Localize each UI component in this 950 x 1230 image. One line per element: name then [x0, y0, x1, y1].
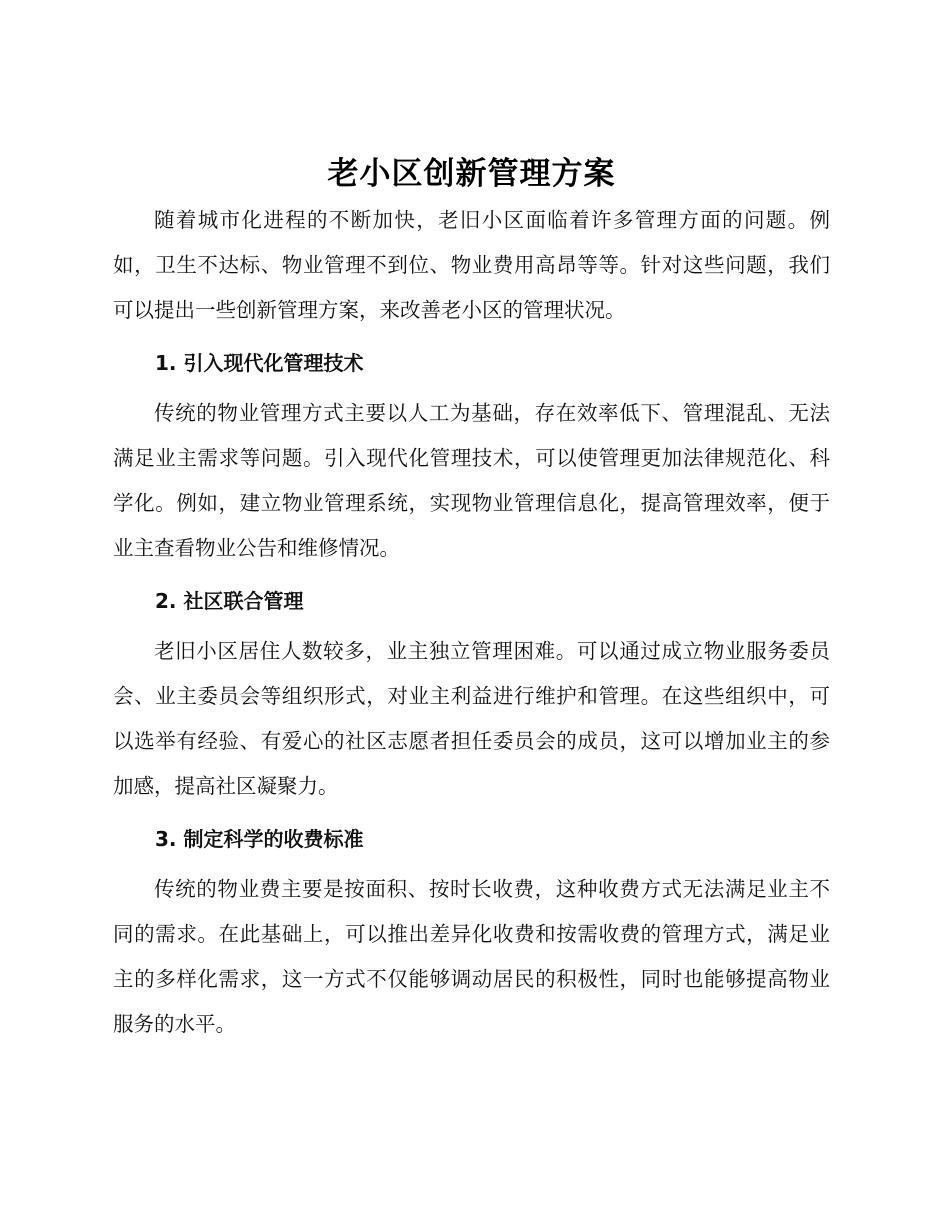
- section-1: [113, 346, 830, 571]
- section-paragraph: 传统的物业管理方式主要以人工为基础，存在效率低下、管理混乱、无法满足业主需求等问题。引入现代化管理技术，可以使管理更加法律规范化、科学化。例如，建立物业管理系统，实现物业管理信息化，提高管理效率，便于业主查看物业公告和维修情况。: [113, 401, 830, 560]
- section-2: [113, 584, 830, 809]
- intro-paragraph: 随着城市化进程的不断加快，老旧小区面临着许多管理方面的问题。例如，卫生不达标、物业管理不到位、物业费用高昂等等。针对这些问题，我们可以提出一些创新管理方案，来改善老小区的管理状况。: [113, 208, 830, 322]
- section-heading: 2. 社区联合管理: [155, 589, 304, 613]
- section-paragraph: 传统的物业费主要是按面积、按时长收费，这种收费方式无法满足业主不同的需求。在此基础上，可以推出差异化收费和按需收费的管理方式，满足业主的多样化需求，这一方式不仅能够调动居民的积极性，同时也能够提高物业服务的水平。: [113, 877, 830, 1036]
- section-heading: 3. 制定科学的收费标准: [155, 827, 364, 851]
- document-page: [113, 150, 830, 1047]
- section-paragraph: 老旧小区居住人数较多，业主独立管理困难。可以通过成立物业服务委员会、业主委员会等组织形式，对业主利益进行维护和管理。在这些组织中，可以选举有经验、有爱心的社区志愿者担任委员会的成员，这可以增加业主的参加感，提高社区凝聚力。: [113, 639, 830, 798]
- document-title: 老小区创新管理方案: [327, 156, 616, 192]
- section-heading: 1. 引入现代化管理技术: [155, 351, 364, 375]
- section-3: [113, 822, 830, 1047]
